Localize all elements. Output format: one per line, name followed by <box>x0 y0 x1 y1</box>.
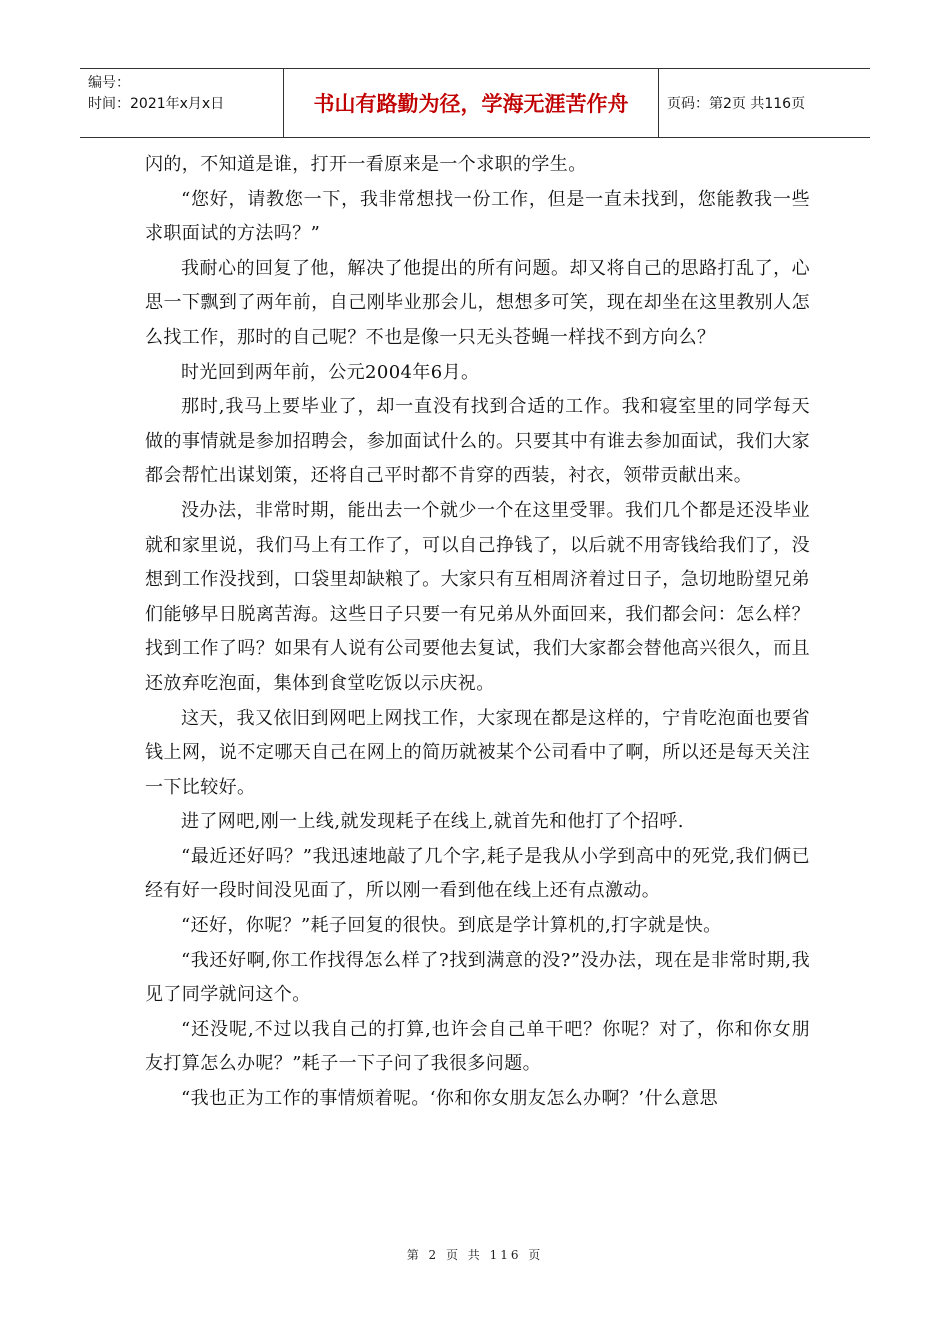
paragraph: “我还好啊,你工作找得怎么样了?找到满意的没?”没办法，现在是非常时期,我见了同学就问这个。 <box>145 949 810 1006</box>
page-footer: 第 2 页 共 116 页 <box>406 1248 544 1262</box>
header-left-cell <box>80 69 283 137</box>
page-header <box>80 68 870 138</box>
paragraph: 我耐心的回复了他，解决了他提出的所有问题。却又将自己的思路打乱了，心思一下飘到了两年前，自己刚毕业那会儿，想想多可笑，现在却坐在这里教别人怎么找工作，那时的自己呢？不也是像一只无头苍蝇一样找不到方向么？ <box>145 257 810 348</box>
date-label: 时间：2021年x月x日 <box>88 96 225 112</box>
header-page-info: 页码：第2页 共116页 <box>667 96 806 112</box>
paragraph: 这天，我又依旧到网吧上网找工作，大家现在都是这样的，宁肯吃泡面也要省钱上网，说不定哪天自己在网上的简历就被某个公司看中了啊，所以还是每天关注一下比较好。 <box>145 707 810 798</box>
paragraph: “您好，请教您一下，我非常想找一份工作，但是一直未找到，您能教我一些求职面试的方法吗？” <box>145 188 810 245</box>
code-label: 编号： <box>88 75 130 91</box>
paragraph: “还没呢,不过以我自己的打算,也许会自己单干吧？你呢？对了，你和你女朋友打算怎么办呢？”耗子一下子问了我很多问题。 <box>145 1018 810 1075</box>
paragraph: “最近还好吗？”我迅速地敲了几个字,耗子是我从小学到高中的死党,我们俩已经有好一段时间没见面了，所以刚一看到他在线上还有点激动。 <box>145 845 810 902</box>
paragraph: 闪的，不知道是谁，打开一看原来是一个求职的学生。 <box>145 154 587 175</box>
paragraph: 进了网吧,刚一上线,就发现耗子在线上,就首先和他打了个招呼. <box>181 811 684 833</box>
paragraph: 时光回到两年前，公元2004年6月。 <box>181 361 480 383</box>
paragraph: 没办法，非常时期，能出去一个就少一个在这里受罪。我们几个都是还没毕业就和家里说，我们马上有工作了，可以自己挣钱了，以后就不用寄钱给我们了，没想到工作没找到，口袋里却缺粮了。大家只有互相周济着过日子，急切地盼望兄弟们能够早日脱离苦海。这些日子只要一有兄弟从外面回来，我们都会问：怎么样？找到工作了吗？如果有人说有公司要他去复试，我们大家都会替他高兴很久，而且还放弃吃泡面，集体到食堂吃饭以示庆祝。 <box>145 499 810 694</box>
paragraph: “还好，你呢？”耗子回复的很快。到底是学计算机的,打字就是快。 <box>181 915 722 937</box>
header-motto: 书山有路勤为径，学海无涯苦作舟 <box>283 69 659 137</box>
paragraph: “我也正为工作的事情烦着呢。‘你和你女朋友怎么办啊？’什么意思 <box>181 1088 719 1110</box>
document-body <box>145 148 810 1117</box>
paragraph: 那时,我马上要毕业了，却一直没有找到合适的工作。我和寝室里的同学每天做的事情就是参加招聘会，参加面试什么的。只要其中有谁去参加面试，我们大家都会帮忙出谋划策，还将自己平时都不肯穿的西装，衬衣，领带贡献出来。 <box>145 396 810 487</box>
